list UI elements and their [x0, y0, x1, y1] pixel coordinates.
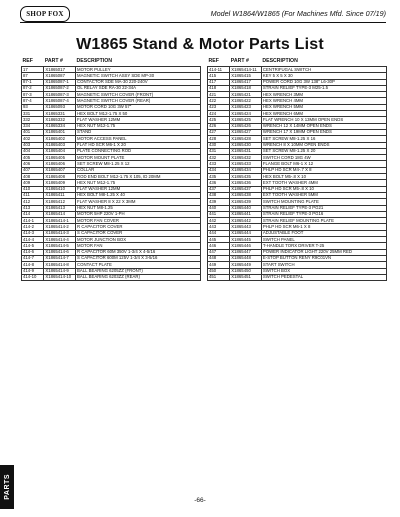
cell-part-number: X1865440: [230, 205, 262, 211]
cell-part-number: X1865441: [230, 211, 262, 217]
cell-ref: 445: [208, 237, 230, 243]
table-row: [22, 274, 201, 280]
cell-ref: 87: [22, 73, 44, 79]
cell-description: SWITCH PANEL: [261, 237, 386, 243]
cell-description: WRENCH 12 X 14MM OPEN ENDS: [261, 123, 386, 129]
cell-ref: 414-7: [22, 255, 44, 261]
cell-ref: 438: [208, 192, 230, 198]
cell-part-number: X1865412: [44, 199, 76, 205]
cell-description: MAGNETIC SWITCH COVER (REAR): [76, 98, 201, 104]
cell-ref: 93: [22, 104, 44, 110]
cell-part-number: X1865426: [230, 123, 262, 129]
cell-part-number: X1865414-10: [44, 274, 76, 280]
cell-ref: 444: [208, 230, 230, 236]
cell-description: S CAPACITOR COVER: [76, 230, 201, 236]
cell-ref: 433: [208, 161, 230, 167]
cell-description: PHLP HD SCR M4-.7 X 8: [261, 167, 386, 173]
cell-part-number: X1865443: [230, 224, 262, 230]
cell-description: HEX WRENCH 4MM: [261, 98, 386, 104]
cell-description: STRAIN RELIEF TYPE-3 M25-1.5: [261, 85, 386, 91]
cell-part-number: X1865414-2: [44, 224, 76, 230]
cell-description: CONTACT PLATE: [76, 262, 201, 268]
cell-part-number: X1865450: [230, 268, 262, 274]
cell-part-number: X1865421: [230, 92, 262, 98]
cell-part-number: X1865430: [230, 142, 262, 148]
cell-description: R CAPACITOR COVER: [76, 224, 201, 230]
cell-description: SET SCREW M8-1.25 X 16: [261, 136, 386, 142]
cell-ref: 451: [208, 274, 230, 280]
cell-description: SWITCH MOUNTING PLATE: [261, 199, 386, 205]
cell-part-number: X1865408: [44, 174, 76, 180]
cell-description: MOTOR 5HP 220V 1-PH: [76, 211, 201, 217]
cell-ref: 408: [22, 174, 44, 180]
cell-description: SWITCH PEDESTAL: [261, 274, 386, 280]
cell-description: MOTOR PULLEY: [76, 67, 201, 73]
table-header-row: [22, 58, 201, 67]
cell-ref: 409: [22, 180, 44, 186]
cell-part-number: X1865414-4: [44, 237, 76, 243]
cell-part-number: X1865427: [230, 129, 262, 135]
cell-description: HEX NUT M12-1.75: [76, 123, 201, 129]
cell-part-number: X1865442: [230, 218, 262, 224]
cell-description: BALL BEARING 6205ZZ (FRONT): [76, 268, 201, 274]
cell-description: EXT TOOTH WASHER 4MM: [261, 180, 386, 186]
cell-part-number: X1865448: [230, 255, 262, 261]
cell-description: KEY 5 X 5 X 30: [261, 73, 386, 79]
cell-description: HEX BOLT M8-1.25 X 40: [76, 192, 201, 198]
cell-part-number: X1865432: [230, 155, 262, 161]
header-part: PART #: [230, 58, 249, 65]
cell-description: SWITCH BOX: [261, 268, 386, 274]
cell-part-number: X1865435: [230, 174, 262, 180]
cell-ref: 450: [208, 268, 230, 274]
cell-ref: 404: [22, 148, 44, 154]
cell-part-number: X1865451: [230, 274, 262, 280]
cell-part-number: X1865087-4: [44, 98, 76, 104]
cell-ref: 87-3: [22, 92, 44, 98]
cell-part-number: X1865414-9: [44, 268, 76, 274]
page-title: W1865 Stand & Motor Parts List: [76, 36, 324, 53]
cell-part-number: X1865093: [44, 104, 76, 110]
cell-part-number: X1865087-3: [44, 92, 76, 98]
cell-part-number: X1865438: [230, 192, 262, 198]
cell-ref: 423: [208, 104, 230, 110]
cell-ref: 414-6: [22, 249, 44, 255]
cell-ref: 437: [208, 186, 230, 192]
header-rule: [20, 22, 386, 23]
cell-ref: 434: [208, 167, 230, 173]
cell-ref: 430: [208, 142, 230, 148]
cell-ref: 87-4: [22, 98, 44, 104]
cell-ref: 446: [208, 243, 230, 249]
cell-part-number: X1865414-11: [230, 67, 262, 73]
header-ref: REF: [208, 58, 219, 65]
cell-description: EXT TOOTH WASHER 5MM: [261, 192, 386, 198]
cell-description: HEX WRENCH 5MM: [261, 104, 386, 110]
cell-description: MOTOR JUNCTION BOX: [76, 237, 201, 243]
cell-description: HEX NUT M8-1.25: [76, 205, 201, 211]
cell-description: MAGNETIC SWITCH COVER (FRONT): [76, 92, 201, 98]
cell-part-number: X1865017: [44, 67, 76, 73]
cell-part-number: X1865414-8: [44, 262, 76, 268]
cell-description: PLATE CONNECTING ROD: [76, 148, 201, 154]
cell-description: STRAIN RELIEF TYPE-3 PG21: [261, 205, 386, 211]
cell-description: FLAT WASHER 12MM: [76, 117, 201, 123]
cell-ref: 413: [22, 205, 44, 211]
parts-tables: [21, 58, 387, 281]
cell-part-number: X1865447: [230, 249, 262, 255]
cell-description: FLAT WRENCH 10 X 13MM OPEN ENDS: [261, 117, 386, 123]
table-header-row: [208, 58, 387, 67]
parts-table-left: [21, 58, 201, 281]
cell-ref: 436: [208, 180, 230, 186]
cell-description: MOTOR MOUNT PLATE: [76, 155, 201, 161]
cell-part-number: X1865417: [230, 79, 262, 85]
cell-part-number: X1865422: [230, 98, 262, 104]
cell-part-number: X1865439: [230, 199, 262, 205]
cell-ref: 414-5: [22, 243, 44, 249]
cell-ref: 414-3: [22, 230, 44, 236]
cell-ref: 414-2: [22, 224, 44, 230]
cell-description: WRENCH 17 X 19MM OPEN ENDS: [261, 129, 386, 135]
cell-part-number: X1865444: [230, 230, 262, 236]
cell-description: S CAPACITOR 600M 125V 1-3/4 X 3-5/16: [76, 255, 201, 261]
cell-part-number: X1865436: [230, 180, 262, 186]
cell-part-number: X1865334: [44, 123, 76, 129]
cell-part-number: X1865410: [44, 186, 76, 192]
cell-description: MAGNETIC SWITCH ASSY SDE MP-30: [76, 73, 201, 79]
cell-description: FLANGE BOLT M6-1 X 12: [261, 161, 386, 167]
cell-part-number: X1865423: [230, 104, 262, 110]
cell-ref: 414-4: [22, 237, 44, 243]
cell-ref: 414-8: [22, 262, 44, 268]
cell-ref: 414-11: [208, 67, 230, 73]
cell-part-number: X1865425: [230, 117, 262, 123]
cell-ref: 403: [22, 142, 44, 148]
cell-description: HEX WRENCH 3MM: [261, 92, 386, 98]
header-ref: REF: [22, 58, 33, 65]
cell-part-number: X1865434: [230, 167, 262, 173]
header-description: DESCRIPTION: [262, 58, 298, 65]
cell-description: ROD END BOLT M12-1.75 X 105, ID 20MM: [76, 174, 201, 180]
cell-part-number: X1865414-1: [44, 218, 76, 224]
cell-part-number: X1865405: [44, 155, 76, 161]
cell-part-number: X1865414-6: [44, 249, 76, 255]
cell-description: FLAT WASHER 8 X 22 X 3MM: [76, 199, 201, 205]
cell-part-number: X1865449: [230, 262, 262, 268]
cell-part-number: X1865431: [230, 148, 262, 154]
cell-ref: 407: [22, 167, 44, 173]
cell-part-number: X1865402: [44, 136, 76, 142]
cell-part-number: X1865407: [44, 167, 76, 173]
header-description: DESCRIPTION: [76, 58, 112, 65]
cell-ref: 424: [208, 111, 230, 117]
cell-description: FLAT WASHER 12MM: [76, 186, 201, 192]
cell-description: OL RELAY SDE RA-30 22-34A: [76, 85, 201, 91]
cell-ref: 331: [22, 111, 44, 117]
cell-ref: 417: [208, 79, 230, 85]
cell-ref: 440: [208, 205, 230, 211]
cell-description: STAND: [76, 129, 201, 135]
shop-fox-logo: [20, 6, 70, 22]
cell-part-number: X1865087: [44, 73, 76, 79]
cell-ref: 414-1: [22, 218, 44, 224]
cell-description: COLLAR: [76, 167, 201, 173]
cell-part-number: X1865411: [44, 192, 76, 198]
cell-description: SET SCREW M8-1.25 X 20: [261, 148, 386, 154]
cell-description: START SWITCH: [261, 262, 386, 268]
cell-part-number: X1865418: [230, 85, 262, 91]
model-line: Model W1864/W1865 (For Machines Mfd. Since 07/19): [210, 9, 386, 18]
cell-ref: 449: [208, 262, 230, 268]
cell-description: BALL BEARING 6203ZZ (REAR): [76, 274, 201, 280]
cell-ref: 410: [22, 186, 44, 192]
cell-part-number: X1865414-5: [44, 243, 76, 249]
left-table-body: [22, 67, 201, 281]
cell-ref: 87-1: [22, 79, 44, 85]
cell-description: HEX NUT M12-1.75: [76, 180, 201, 186]
cell-description: CONTACTOR SDE MA-30 220-240V: [76, 79, 201, 85]
cell-ref: 418: [208, 85, 230, 91]
cell-ref: 414-10: [22, 274, 44, 280]
cell-ref: 415: [208, 73, 230, 79]
cell-part-number: X1865424: [230, 111, 262, 117]
cell-part-number: X1865445: [230, 237, 262, 243]
cell-ref: 421: [208, 92, 230, 98]
cell-ref: 87-2: [22, 85, 44, 91]
cell-ref: 447: [208, 249, 230, 255]
cell-part-number: X1865087-2: [44, 85, 76, 91]
cell-part-number: X1865332: [44, 117, 76, 123]
header-part: PART #: [44, 58, 63, 65]
cell-ref: 405: [22, 155, 44, 161]
cell-description: PHLP HD SCR M6-1 X 8: [261, 224, 386, 230]
cell-ref: 402: [22, 136, 44, 142]
cell-part-number: X1865414-3: [44, 230, 76, 236]
cell-description: POWER INDICATOR LIGHT 220V 25MM RED: [261, 249, 386, 255]
cell-ref: 422: [208, 98, 230, 104]
cell-part-number: X1865413: [44, 205, 76, 211]
cell-ref: 412: [22, 199, 44, 205]
cell-description: ADJUSTABLE FOOT: [261, 230, 386, 236]
cell-part-number: X1865446: [230, 243, 262, 249]
cell-part-number: X1865409: [44, 180, 76, 186]
cell-ref: 431: [208, 148, 230, 154]
cell-description: MOTOR CORD 10G 3W 57": [76, 104, 201, 110]
cell-description: HEX WRENCH 6MM: [261, 111, 386, 117]
right-table-body: [208, 67, 387, 281]
table-row: [208, 274, 387, 280]
cell-ref: 426: [208, 123, 230, 129]
cell-ref: 334: [22, 123, 44, 129]
cell-ref: 411: [22, 192, 44, 198]
cell-description: CENTRIFUGAL SWITCH: [261, 67, 386, 73]
cell-description: SWITCH CORD 18G 4W: [261, 155, 386, 161]
cell-part-number: X1865331: [44, 111, 76, 117]
cell-ref: 428: [208, 136, 230, 142]
cell-description: MOTOR ACCESS PANEL: [76, 136, 201, 142]
cell-ref: 441: [208, 211, 230, 217]
cell-part-number: X1865414-7: [44, 255, 76, 261]
cell-ref: 435: [208, 174, 230, 180]
cell-description: T-HANDLE TORX DRIVER T-25: [261, 243, 386, 249]
cell-part-number: X1865433: [230, 161, 262, 167]
cell-ref: 439: [208, 199, 230, 205]
cell-description: MOTOR FAN COVER: [76, 218, 201, 224]
cell-description: WRENCH 8 X 10MM OPEN ENDS: [261, 142, 386, 148]
cell-description: R CAPACITOR 60M 350V 1-3/4 X 4-5/16: [76, 249, 201, 255]
cell-ref: 332: [22, 117, 44, 123]
cell-ref: 427: [208, 129, 230, 135]
cell-part-number: X1865415: [230, 73, 262, 79]
cell-ref: 406: [22, 161, 44, 167]
cell-description: FLAT HD SCR M6-1 X 20: [76, 142, 201, 148]
logo-text: SHOP FOX: [26, 10, 64, 18]
cell-ref: 442: [208, 218, 230, 224]
cell-description: HEX BOLT M12-1.75 X 50: [76, 111, 201, 117]
cell-ref: 17: [22, 67, 44, 73]
cell-description: MOTOR FAN: [76, 243, 201, 249]
side-tab-label: PARTS: [3, 474, 11, 500]
cell-ref: 448: [208, 255, 230, 261]
cell-ref: 432: [208, 155, 230, 161]
cell-description: SET SCREW M8-1.25 X 12: [76, 161, 201, 167]
page-number: -66-: [194, 497, 206, 504]
cell-part-number: X1865428: [230, 136, 262, 142]
cell-part-number: X1865087-1: [44, 79, 76, 85]
cell-part-number: X1865403: [44, 142, 76, 148]
cell-part-number: X1865406: [44, 161, 76, 167]
cell-part-number: X1865437: [230, 186, 262, 192]
cell-ref: 401: [22, 129, 44, 135]
cell-description: PHLP HD SCR M5-.8 X 10: [261, 186, 386, 192]
cell-part-number: X1865404: [44, 148, 76, 154]
cell-description: HEX BOLT M5-.8 X 10: [261, 174, 386, 180]
cell-part-number: X1865401: [44, 129, 76, 135]
cell-ref: 414: [22, 211, 44, 217]
cell-part-number: X1865414: [44, 211, 76, 217]
cell-ref: 414-9: [22, 268, 44, 274]
cell-description: STRAIN RELIEF TYPE-3 PG16: [261, 211, 386, 217]
cell-ref: 425: [208, 117, 230, 123]
cell-description: POWER CORD 10G 3W 138" L6-30P: [261, 79, 386, 85]
parts-table-right: [207, 58, 387, 281]
cell-ref: 443: [208, 224, 230, 230]
cell-description: E-STOP BUTTON RENY R9C01VN: [261, 255, 386, 261]
cell-description: STRAIN RELIEF MOUNTING PLATE: [261, 218, 386, 224]
